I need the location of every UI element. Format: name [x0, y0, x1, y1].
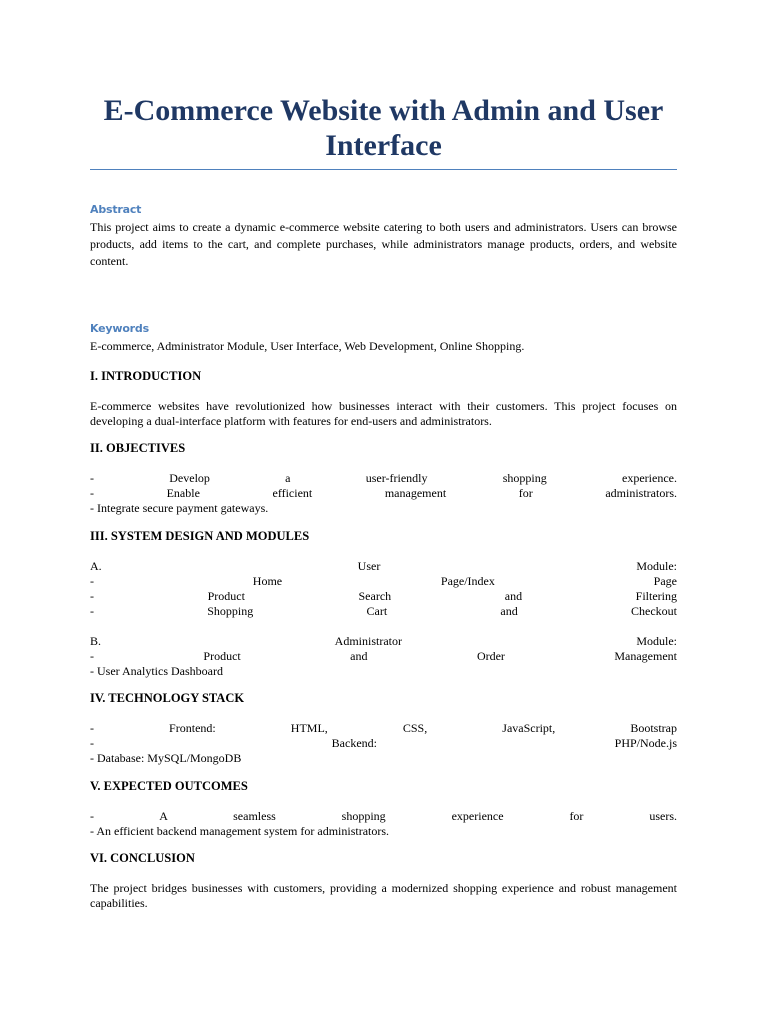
objectives-heading: II. OBJECTIVES [90, 441, 186, 455]
introduction-heading: I. INTRODUCTION [90, 369, 202, 383]
conclusion-text: The project bridges businesses with customers, providing a modernized shopping experience and robust management capabilities. [90, 881, 677, 910]
technology-stack-heading: IV. TECHNOLOGY STACK [90, 691, 245, 705]
keywords-heading: Keywords [90, 322, 149, 335]
list-item: - User Analytics Dashboard [90, 664, 223, 678]
expected-outcomes-list [90, 809, 677, 839]
list-item: B. Administrator Module: [90, 634, 677, 648]
conclusion-heading: VI. CONCLUSION [90, 851, 195, 865]
admin-module-list [90, 634, 677, 679]
list-item: - Enable efficient management for administrators. [90, 486, 677, 500]
list-item: - Shopping Cart and Checkout [90, 604, 677, 618]
introduction-text: E-commerce websites have revolutionized how businesses interact with their customers. This project focuses on developing a dual-interface platform with features for end-users and administrators. [90, 399, 677, 428]
list-item: - Integrate secure payment gateways. [90, 501, 269, 515]
list-item: - An efficient backend management system for administrators. [90, 824, 390, 838]
list-item: - Database: MySQL/MongoDB [90, 751, 242, 765]
list-item: - Backend: PHP/Node.js [90, 736, 677, 750]
user-module-list [90, 559, 677, 619]
list-item: - A seamless shopping experience for users. [90, 809, 677, 823]
title-divider [90, 169, 677, 170]
keywords-text: E-commerce, Administrator Module, User Interface, Web Development, Online Shopping. [90, 339, 525, 353]
list-item: A. User Module: [90, 559, 677, 573]
abstract-heading: Abstract [90, 203, 142, 216]
list-item: - Frontend: HTML, CSS, JavaScript, Bootstrap [90, 721, 677, 735]
system-design-heading: III. SYSTEM DESIGN AND MODULES [90, 529, 310, 543]
list-item: - Product Search and Filtering [90, 589, 677, 603]
objectives-list [90, 471, 677, 516]
technology-stack-list [90, 721, 677, 766]
list-item: - Home Page/Index Page [90, 574, 677, 588]
expected-outcomes-heading: V. EXPECTED OUTCOMES [90, 779, 248, 793]
list-item: - Product and Order Management [90, 649, 677, 663]
list-item: - Develop a user-friendly shopping experience. [90, 471, 677, 485]
abstract-text: This project aims to create a dynamic e-commerce website catering to both users and administrators. Users can browse products, add items to the cart, and complete purchases, while administrators manage products, orders, and website content. [90, 220, 677, 268]
document-title: E-Commerce Website with Admin and User Interface [103, 94, 664, 162]
